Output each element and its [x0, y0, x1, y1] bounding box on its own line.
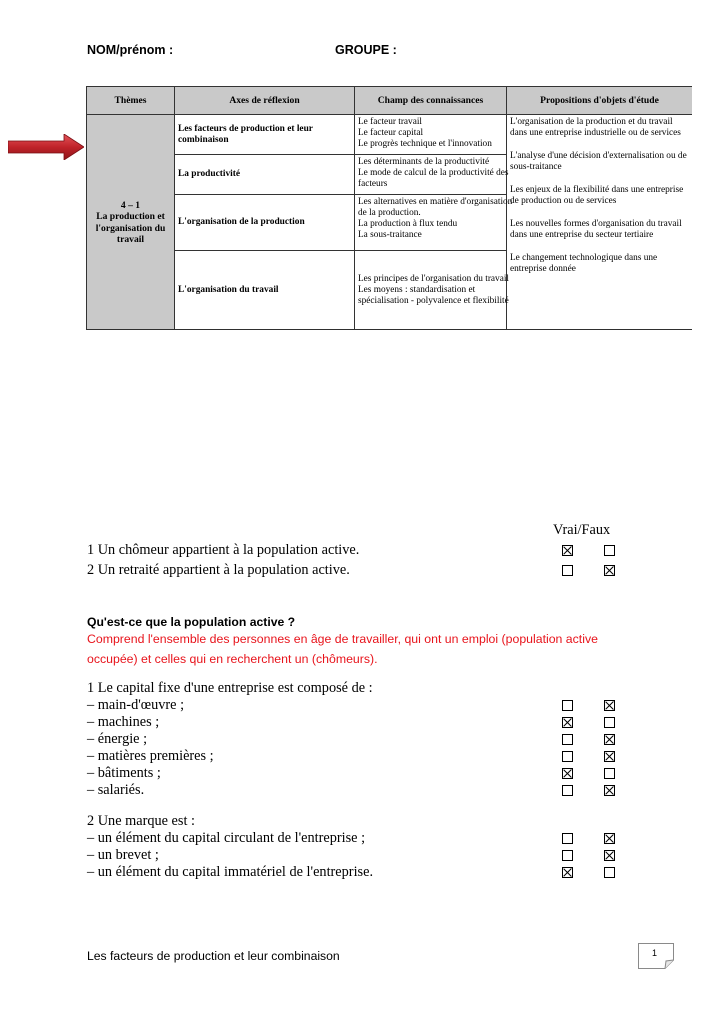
- faux-checkbox[interactable]: [604, 545, 615, 556]
- knowledge-cell: [355, 155, 507, 195]
- axis-line: combinaison: [178, 134, 229, 145]
- faux-checkbox[interactable]: [604, 751, 615, 762]
- quiz-option: – main-d'œuvre ;: [87, 697, 185, 713]
- col-header-axes: Axes de réflexion: [175, 87, 355, 115]
- faux-checkbox[interactable]: [604, 850, 615, 861]
- vrai-checkbox[interactable]: [562, 867, 573, 878]
- knowledge-line: La sous-traitance: [358, 230, 422, 240]
- table-cut-edge: [86, 330, 692, 336]
- vrai-checkbox[interactable]: [562, 565, 573, 576]
- faux-checkbox[interactable]: [604, 700, 615, 711]
- vrai-checkbox[interactable]: [562, 751, 573, 762]
- knowledge-line: de la production.: [358, 208, 421, 218]
- faux-checkbox[interactable]: [604, 717, 615, 728]
- faux-checkbox[interactable]: [604, 833, 615, 844]
- axis-cell: [175, 195, 355, 251]
- program-table: [86, 86, 692, 331]
- axis-cell: [175, 155, 355, 195]
- vrai-checkbox[interactable]: [562, 768, 573, 779]
- proposal-item: Les nouvelles formes d'organisation du travail dans une entreprise du secteur tertiaire: [510, 219, 682, 240]
- knowledge-line: facteurs: [358, 179, 388, 189]
- quiz-option: – énergie ;: [87, 731, 148, 747]
- axis-cell: [175, 115, 355, 155]
- axis-cell: [175, 251, 355, 331]
- pointer-arrow-icon: [8, 134, 84, 160]
- axis-line: Les facteurs de production et leur: [178, 123, 313, 134]
- theme-cell: [87, 115, 175, 331]
- footer-title: Les facteurs de production et leur combinaison: [87, 949, 340, 963]
- axis-line: La productivité: [178, 169, 241, 179]
- knowledge-cell: [355, 195, 513, 251]
- knowledge-line: Les moyens : standardisation et: [358, 285, 476, 295]
- quiz-option: – salariés.: [87, 782, 145, 798]
- quiz-option: – un élément du capital circulant de l'entreprise ;: [87, 830, 366, 846]
- proposals-cell: [507, 115, 693, 331]
- faux-checkbox[interactable]: [604, 565, 615, 576]
- knowledge-line: Les déterminants de la productivité: [358, 157, 490, 167]
- quiz-option: – un brevet ;: [87, 847, 159, 863]
- program-table-scan: [86, 86, 692, 336]
- knowledge-cell: [355, 115, 507, 155]
- proposal-item: Le changement technologique dans une entreprise donnée: [510, 253, 658, 274]
- quiz-option: – matières premières ;: [87, 748, 214, 764]
- theme-line: l'organisation du: [95, 222, 166, 234]
- name-label: NOM/prénom :: [87, 43, 174, 57]
- proposal-item: Les enjeux de la flexibilité dans une entreprise de production ou de services: [510, 185, 684, 206]
- knowledge-line: Le facteur travail: [358, 117, 423, 127]
- knowledge-line: Le mode de calcul de la productivité des: [358, 168, 509, 178]
- vrai-checkbox[interactable]: [562, 850, 573, 861]
- knowledge-line: spécialisation - polyvalence et flexibilité: [358, 296, 509, 306]
- vrai-checkbox[interactable]: [562, 700, 573, 711]
- quiz-option: – machines ;: [87, 714, 160, 730]
- col-header-themes: Thèmes: [87, 87, 175, 115]
- quiz-statement: 1 Un chômeur appartient à la population active.: [87, 542, 360, 558]
- quiz-option: – un élément du capital immatériel de l'entreprise.: [87, 864, 374, 880]
- vrai-checkbox[interactable]: [562, 717, 573, 728]
- quiz-statement: 2 Un retraité appartient à la population active.: [87, 562, 350, 578]
- knowledge-line: Le facteur capital: [358, 128, 424, 138]
- page-number: 1: [652, 948, 658, 958]
- definition-title: Qu'est-ce que la population active ?: [87, 615, 296, 629]
- vrai-checkbox[interactable]: [562, 545, 573, 556]
- axis-line: L'organisation du travail: [178, 285, 279, 295]
- theme-line: La production et: [96, 211, 165, 222]
- question-title: 2 Une marque est :: [87, 813, 195, 829]
- faux-checkbox[interactable]: [604, 785, 615, 796]
- knowledge-line: Les principes de l'organisation du travail: [358, 274, 509, 284]
- knowledge-line: Le progrès technique et l'innovation: [358, 139, 492, 149]
- vrai-checkbox[interactable]: [562, 833, 573, 844]
- vrai-checkbox[interactable]: [562, 785, 573, 796]
- theme-line: travail: [116, 234, 145, 245]
- faux-checkbox[interactable]: [604, 734, 615, 745]
- axis-line: L'organisation de la production: [178, 217, 305, 227]
- vrai-faux-header: Vrai/Faux: [553, 522, 611, 538]
- col-header-knowledge: Champ des connaissances: [355, 87, 507, 115]
- knowledge-line: La production à flux tendu: [358, 219, 458, 229]
- col-header-proposals: Propositions d'objets d'étude: [507, 87, 693, 115]
- vrai-checkbox[interactable]: [562, 734, 573, 745]
- definition-text: Comprend l'ensemble des personnes en âge de travailler, qui ont un emploi (population active occupée) et celles qui en recherchent un (chômeurs).: [87, 632, 598, 666]
- proposal-item: L'organisation de la production et du travail dans une entreprise industrielle ou de services: [510, 117, 681, 138]
- group-label: GROUPE :: [335, 43, 397, 57]
- faux-checkbox[interactable]: [604, 768, 615, 779]
- knowledge-line: Les alternatives en matière d'organisation: [358, 197, 513, 207]
- quiz-option: – bâtiments ;: [87, 765, 161, 781]
- proposal-item: L'analyse d'une décision d'externalisation ou de sous-traitance: [510, 151, 687, 172]
- question-title: 1 Le capital fixe d'une entreprise est composé de :: [87, 680, 373, 696]
- knowledge-cell: [355, 251, 507, 331]
- faux-checkbox[interactable]: [604, 867, 615, 878]
- theme-line: 4 – 1: [120, 199, 141, 211]
